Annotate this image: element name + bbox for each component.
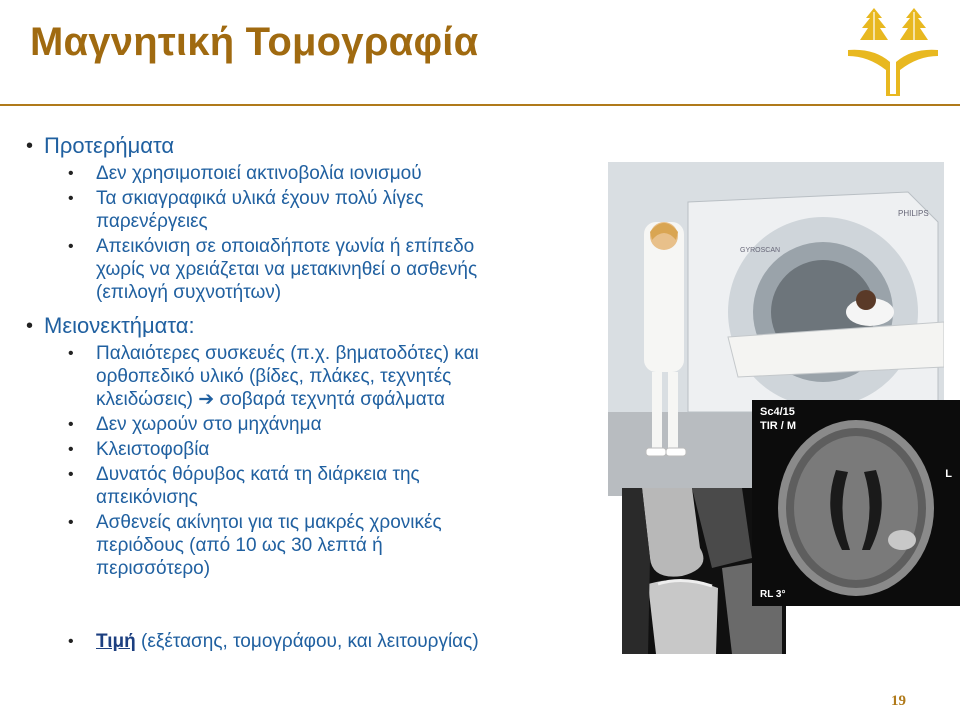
mri-label-2: TIR / M <box>760 420 797 432</box>
mri-bottom-label: RL 3° <box>760 589 786 600</box>
scanner-brand: PHILIPS <box>898 209 929 218</box>
cost-label: Τιμή <box>96 631 136 652</box>
content-area <box>22 132 612 582</box>
list-item: • Δεν χρησιμοποιεί ακτινοβολία ιονισμού <box>68 163 422 184</box>
disadvantages-heading: • Μειονεκτήματα: <box>26 313 195 338</box>
brain-mri-image <box>752 400 960 606</box>
list-item: • Ασθενείς ακίνητοι για τις μακρές χρονικές περιόδους (από 10 ως 30 λεπτά ή περισσότερο) <box>68 512 442 579</box>
advantages-heading: • Προτερήματα <box>26 133 175 158</box>
page-title: Μαγνητική Τομογραφία <box>30 20 479 64</box>
cost-detail: (εξέτασης, τομογράφου, και λειτουργίας) <box>135 631 479 652</box>
list-item: • Απεικόνιση σε οποιαδήποτε γωνία ή επίπεδο χωρίς να χρειάζεται να μετακινηθεί ο ασθενής (επιλογή συχνοτήτων) <box>68 236 478 303</box>
list-item: • Παλαιότερες συσκευές (π.χ. βηματοδότες) και ορθοπεδικό υλικό (βίδες, πλάκες, τεχνητές κλειδώσεις) ➔ σοβαρά τεχνητά σφάλματα <box>68 343 479 410</box>
list-item: • Δεν χωρούν στο μηχάνημα <box>68 414 322 435</box>
university-logo <box>838 4 948 98</box>
list-item: • Τα σκιαγραφικά υλικά έχουν πολύ λίγες παρενέργειες <box>68 188 424 232</box>
mri-label-1: Sc4/15 <box>760 406 795 418</box>
page-number: 19 <box>891 693 906 709</box>
cost-item: • Τιμή (εξέτασης, τομογράφου, και λειτουργίας) <box>68 631 479 652</box>
title-divider <box>0 104 960 106</box>
scanner-label: GYROSCAN <box>740 247 781 254</box>
list-item: • Κλειστοφοβία <box>68 439 210 460</box>
mri-marker: L <box>945 468 952 480</box>
list-item: • Δυνατός θόρυβος κατά τη διάρκεια της απεικόνισης <box>68 464 420 508</box>
